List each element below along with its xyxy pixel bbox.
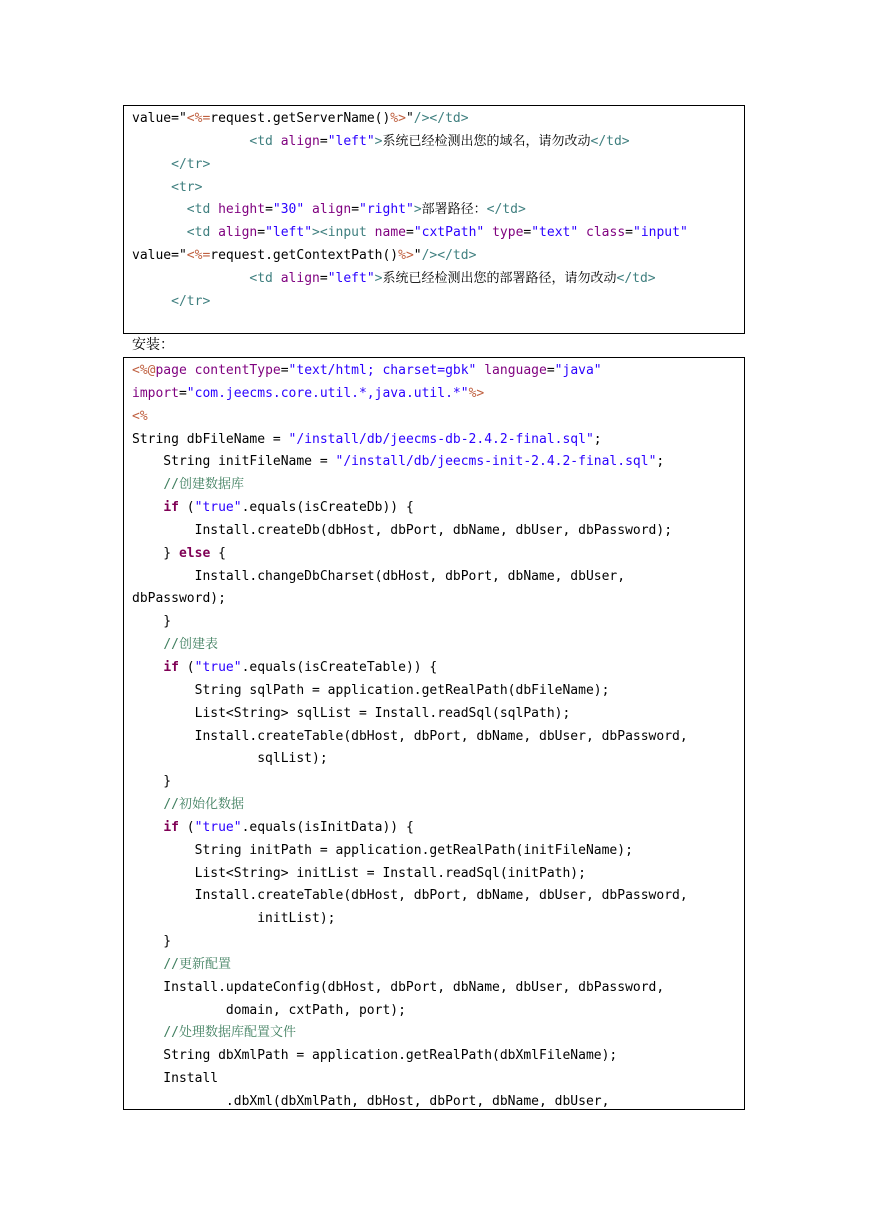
code-token: 创建数据库 <box>178 477 244 493</box>
code-token: domain, cxtPath, port); <box>132 1002 406 1018</box>
code-token: <% <box>132 408 148 424</box>
code-token: > <box>413 202 422 218</box>
code-token: "/install/db/jeecms-db-2.4.2-final.sql" <box>288 431 594 447</box>
code-token: ><input <box>312 225 375 241</box>
code-token: </tr> <box>171 293 211 309</box>
code-line <box>132 1091 740 1114</box>
code-token: "java" <box>554 363 602 378</box>
code-token: align <box>218 225 258 241</box>
code-token <box>132 637 163 652</box>
code-token: value=" <box>132 111 187 126</box>
code-token: </tr> <box>171 156 211 172</box>
code-line <box>132 566 740 589</box>
code-token <box>132 180 171 195</box>
code-token: <td <box>249 133 281 149</box>
code-token: String initPath = application.getRealPath(initFileName); <box>132 842 633 858</box>
code-line <box>132 908 740 931</box>
code-token: "input" <box>633 225 688 241</box>
code-token <box>132 294 171 309</box>
code-token: "text/html; charset=gbk" <box>288 363 477 378</box>
code-token <box>304 202 312 217</box>
code-token: " <box>413 248 422 264</box>
code-line <box>132 222 740 245</box>
code-token: 系统已经检测出您的域名，请勿改动 <box>382 133 591 149</box>
code-token: "true" <box>194 819 242 835</box>
code-token: Install.createTable(dbHost, dbPort, dbName, dbUser, dbPassword, <box>132 888 688 904</box>
code-token <box>132 225 187 240</box>
code-token: "left" <box>327 270 375 286</box>
code-token: { <box>210 545 226 561</box>
code-line <box>132 748 740 771</box>
code-token <box>132 660 163 675</box>
code-token: > <box>374 270 383 286</box>
code-token: Install.createDb(dbHost, dbPort, dbName, dbUser, dbPassword); <box>132 522 673 538</box>
code-token: height <box>218 202 266 218</box>
code-token: %> <box>468 385 485 401</box>
code-token: if <box>163 500 179 516</box>
code-token: align <box>280 133 320 149</box>
code-token: String initFileName = <box>132 454 336 470</box>
code-token <box>132 957 163 972</box>
code-token: </td> <box>616 270 656 286</box>
code-token: align <box>280 270 320 286</box>
code-token: "right" <box>359 202 414 218</box>
code-token: if <box>163 659 179 675</box>
code-token: initList); <box>132 911 336 927</box>
code-token: value=" <box>132 248 187 264</box>
code-token <box>132 134 249 149</box>
code-line <box>132 406 740 429</box>
code-line <box>132 429 740 452</box>
code-token: .equals(isCreateDb)) { <box>241 500 414 516</box>
code-line <box>132 383 740 406</box>
code-line <box>132 863 740 886</box>
code-token: // <box>163 797 179 813</box>
code-token: language <box>484 363 547 378</box>
code-token: "cxtPath" <box>413 225 485 241</box>
code-token: 创建表 <box>178 637 218 653</box>
code-line <box>132 680 740 703</box>
code-token: "/install/db/jeecms-init-2.4.2-final.sql" <box>335 454 657 470</box>
code-line <box>132 726 740 749</box>
code-line <box>132 840 740 863</box>
code-line <box>132 634 740 657</box>
code-token: "30" <box>272 202 305 218</box>
code-line <box>132 931 740 954</box>
code-token: 系统已经检测出您的部署路径，请勿改动 <box>382 270 617 286</box>
code-line <box>132 543 740 566</box>
code-token: request.getServerName() <box>210 111 391 126</box>
code-token: = <box>546 363 555 378</box>
code-token: /></td> <box>421 248 477 264</box>
code-token: = <box>319 270 328 286</box>
code-token: Install.createTable(dbHost, dbPort, dbName, dbUser, dbPassword, <box>132 728 688 744</box>
code-token: if <box>163 819 179 835</box>
code-line <box>132 451 740 474</box>
code-token: %> <box>390 111 406 126</box>
code-token: // <box>163 956 179 972</box>
code-token: "true" <box>194 500 242 516</box>
code-line <box>132 611 740 634</box>
code-line <box>132 1000 740 1023</box>
code-token <box>132 797 163 812</box>
code-token: align <box>312 202 352 218</box>
code-line <box>132 588 740 611</box>
code-line <box>132 474 740 497</box>
code-token: = <box>280 363 289 378</box>
code-token: "text" <box>531 225 579 241</box>
code-token: // <box>163 477 179 493</box>
code-token: Install.changeDbCharset(dbHost, dbPort, dbName, dbUser, <box>132 568 626 584</box>
code-token <box>132 820 163 835</box>
code-token: <%= <box>186 111 211 126</box>
code-token: class <box>586 225 626 241</box>
code-line <box>132 954 740 977</box>
code-token <box>132 202 187 217</box>
code-token: 更新配置 <box>178 956 231 972</box>
code-token: <%= <box>186 248 211 264</box>
code-line <box>132 703 740 726</box>
code-token: ; <box>656 454 665 470</box>
jsp-code-block <box>123 357 745 1110</box>
code-token: "true" <box>194 659 242 675</box>
code-token: type <box>492 225 524 241</box>
code-token: <td <box>186 202 219 218</box>
code-token <box>484 225 492 240</box>
code-token: } <box>132 614 172 630</box>
code-token: ; <box>593 431 602 447</box>
code-token <box>578 225 586 240</box>
code-lines <box>132 360 740 1114</box>
code-line <box>132 977 740 1000</box>
code-token: ( <box>178 500 195 516</box>
install-label: 安装： <box>132 337 174 353</box>
code-token: > <box>374 133 383 149</box>
code-token: else <box>178 545 211 561</box>
code-line <box>132 108 740 131</box>
code-token: </td> <box>590 133 630 149</box>
code-line <box>132 131 740 154</box>
code-token: sqlList); <box>132 751 328 767</box>
code-token: } <box>132 934 172 950</box>
code-token: String sqlPath = application.getRealPath(dbFileName); <box>132 682 610 698</box>
code-token: = <box>265 202 273 218</box>
code-line <box>132 1022 740 1045</box>
code-token: ( <box>178 659 195 675</box>
html-code-block <box>123 105 745 334</box>
code-token: <tr> <box>171 179 203 195</box>
code-token: } <box>132 545 179 561</box>
code-token: = <box>178 385 187 401</box>
code-line <box>132 1068 740 1091</box>
code-token: page <box>155 363 195 378</box>
code-line <box>132 497 740 520</box>
code-token: name <box>374 225 406 241</box>
code-line <box>132 291 740 314</box>
code-token: = <box>319 133 328 149</box>
code-line <box>132 817 740 840</box>
code-token: // <box>163 637 179 653</box>
code-token: .equals(isInitData)) { <box>241 819 414 835</box>
code-token: <%@ <box>132 363 156 378</box>
code-token: = <box>625 225 633 241</box>
code-line <box>132 360 740 383</box>
code-token: 部署路径： <box>421 202 487 218</box>
code-token <box>132 157 171 172</box>
code-token: /></td> <box>413 111 469 126</box>
code-token: String dbXmlPath = application.getRealPath(dbXmlFileName); <box>132 1048 618 1064</box>
code-token: </td> <box>486 202 526 218</box>
code-token: contentType <box>194 363 281 378</box>
code-line <box>132 154 740 177</box>
code-token: = <box>405 225 414 241</box>
code-line <box>132 794 740 817</box>
code-line <box>132 885 740 908</box>
code-token <box>132 271 249 286</box>
code-token: // <box>163 1025 179 1041</box>
code-token: List<String> initList = Install.readSql(initPath); <box>132 865 586 881</box>
code-line <box>132 245 740 268</box>
code-token: .equals(isCreateTable)) { <box>241 659 438 675</box>
code-token: <td <box>249 270 281 286</box>
code-line <box>132 199 740 222</box>
code-token: ( <box>178 819 195 835</box>
code-token <box>132 1025 163 1040</box>
code-token: = <box>257 225 266 241</box>
code-token: .dbXml(dbXmlPath, dbHost, dbPort, dbName, dbUser, <box>132 1094 610 1109</box>
code-lines <box>132 108 740 314</box>
code-line <box>132 268 740 291</box>
code-line <box>132 1045 740 1068</box>
code-token: %> <box>398 248 414 264</box>
code-token: <td <box>186 225 219 241</box>
code-token: "com.jeecms.core.util.*,java.util.*" <box>186 385 469 401</box>
code-token: } <box>132 774 172 790</box>
code-token: 初始化数据 <box>178 797 244 813</box>
code-token <box>132 477 163 492</box>
code-token: = <box>351 202 360 218</box>
code-token: 处理数据库配置文件 <box>178 1025 296 1041</box>
code-token: import <box>132 385 179 401</box>
code-token: Install <box>132 1071 219 1087</box>
code-token: Install.updateConfig(dbHost, dbPort, dbName, dbUser, dbPassword, <box>132 979 665 995</box>
code-line <box>132 177 740 200</box>
code-token: "left" <box>265 225 313 241</box>
code-line <box>132 657 740 680</box>
code-token: request.getContextPath() <box>210 248 399 264</box>
code-token: String dbFileName = <box>132 431 289 447</box>
code-token: List<String> sqlList = Install.readSql(sqlPath); <box>132 705 571 721</box>
code-token: dbPassword); <box>132 591 226 607</box>
code-token: "left" <box>327 133 375 149</box>
code-line <box>132 520 740 543</box>
code-token <box>132 500 163 515</box>
code-token: = <box>523 225 532 241</box>
code-line <box>132 771 740 794</box>
code-token: " <box>405 111 414 126</box>
